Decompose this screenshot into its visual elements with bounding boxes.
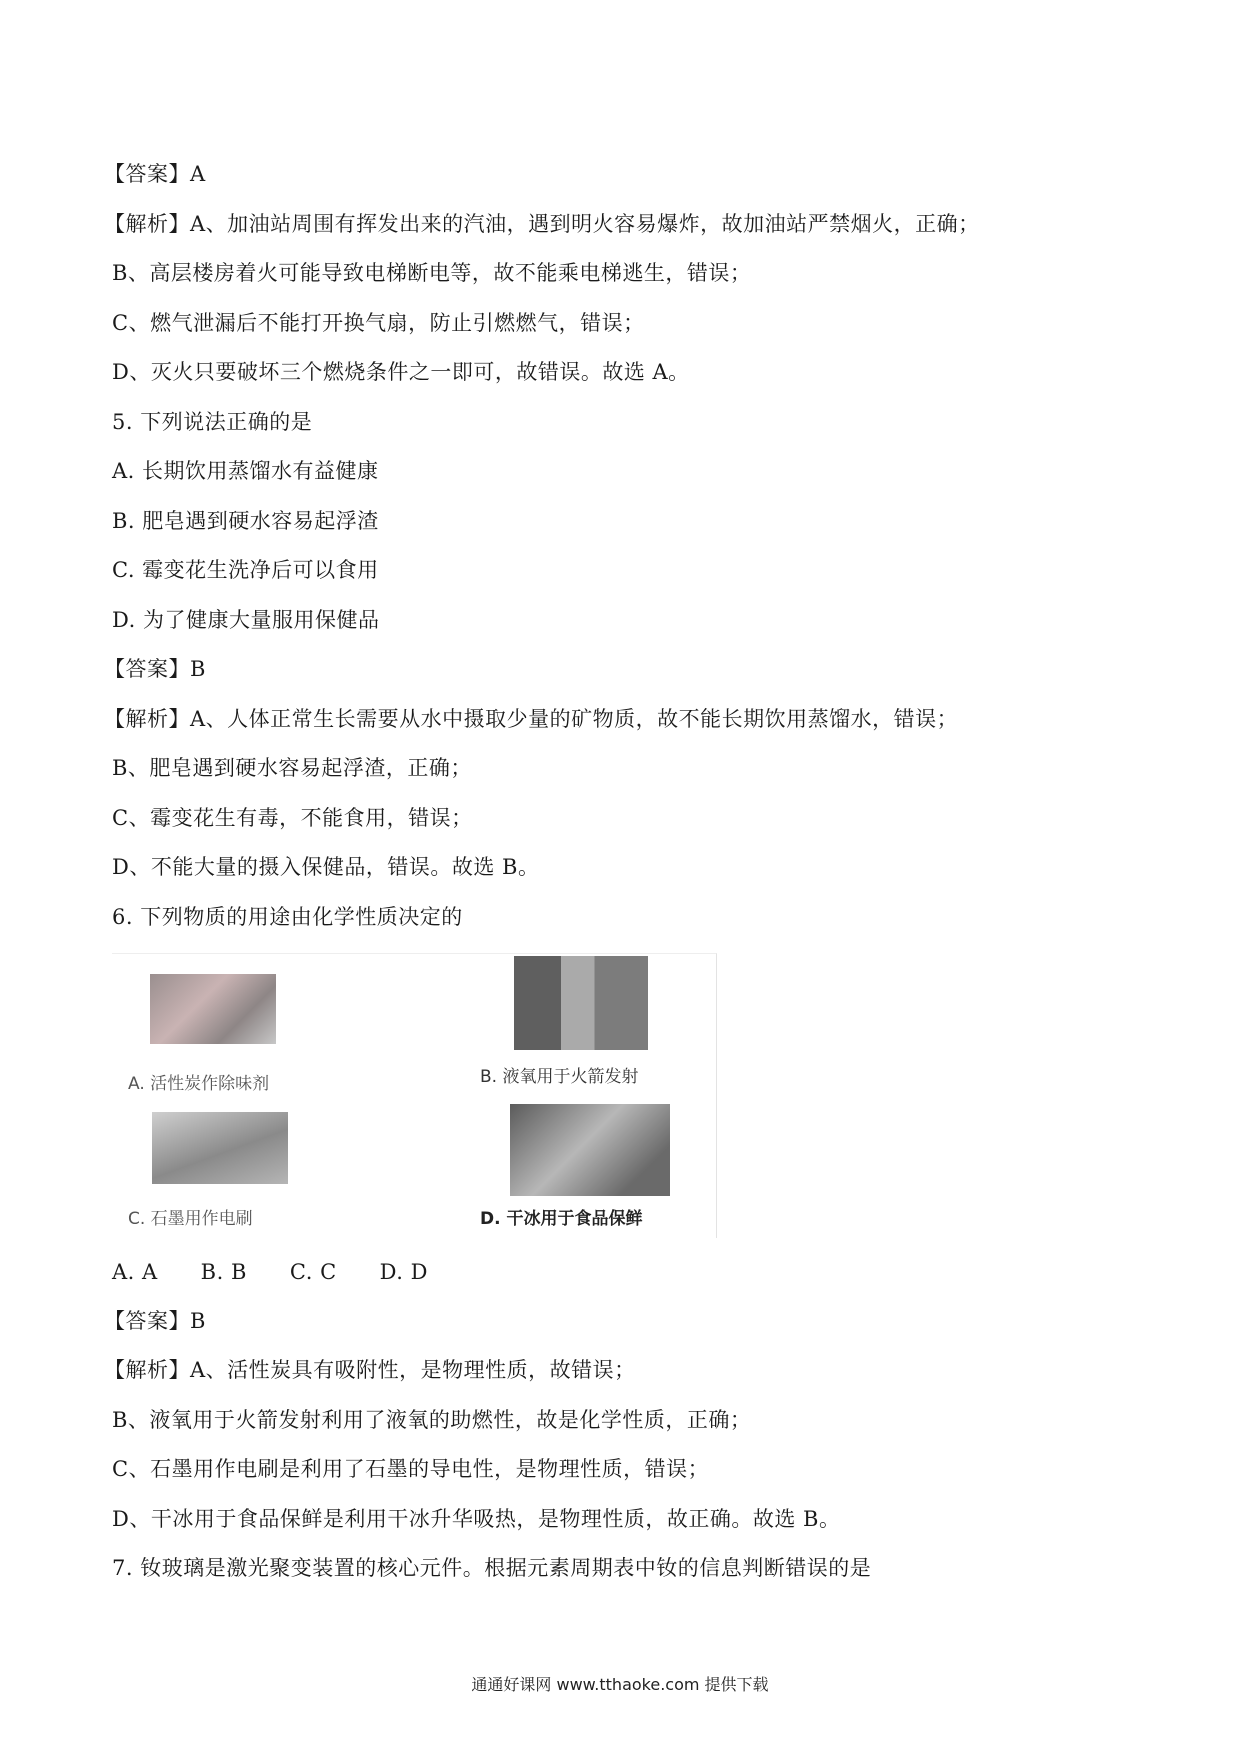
option-5-b: B. 肥皂遇到硬水容易起浮渣 bbox=[112, 509, 379, 533]
option-5-d: D. 为了健康大量服用保健品 bbox=[112, 608, 380, 632]
answer-5: 【答案】B bbox=[104, 657, 206, 681]
options-6: A. A B. B C. C D. D bbox=[112, 1260, 428, 1284]
analysis-6-c: C、石墨用作电刷是利用了石墨的导电性，是物理性质，错误； bbox=[112, 1457, 710, 1481]
analysis-6-d: D、干冰用于食品保鲜是利用干冰升华吸热，是物理性质，故正确。故选 B。 bbox=[112, 1507, 841, 1531]
graphite-brush-photo bbox=[152, 1112, 288, 1184]
analysis-6-a: 【解析】A、活性炭具有吸附性，是物理性质，故错误； bbox=[104, 1358, 636, 1382]
activated-carbon-photo bbox=[150, 974, 276, 1044]
analysis-4-b: B、高层楼房着火可能导致电梯断电等，故不能乘电梯逃生，错误； bbox=[112, 261, 752, 285]
analysis-4-c: C、燃气泄漏后不能打开换气扇，防止引燃燃气，错误； bbox=[112, 311, 645, 335]
question-6: 6. 下列物质的用途由化学性质决定的 bbox=[112, 905, 463, 929]
question-6-figure bbox=[112, 953, 717, 1238]
answer-6: 【答案】B bbox=[104, 1309, 206, 1333]
analysis-5-d: D、不能大量的摄入保健品，错误。故选 B。 bbox=[112, 855, 540, 879]
analysis-5-a: 【解析】A、人体正常生长需要从水中摄取少量的矿物质，故不能长期饮用蒸馏水，错误； bbox=[104, 707, 959, 731]
dry-ice-photo bbox=[510, 1104, 670, 1196]
analysis-4-d: D、灭火只要破坏三个燃烧条件之一即可，故错误。故选 A。 bbox=[112, 360, 690, 384]
page-footer: 通通好课网 www.tthaoke.com 提供下载 bbox=[471, 1675, 769, 1694]
analysis-4-a: 【解析】A、加油站周围有挥发出来的汽油，遇到明火容易爆炸，故加油站严禁烟火，正确； bbox=[104, 212, 980, 236]
question-5: 5. 下列说法正确的是 bbox=[112, 410, 313, 434]
analysis-6-b: B、液氧用于火箭发射利用了液氧的助燃性，故是化学性质，正确； bbox=[112, 1408, 752, 1432]
analysis-5-b: B、肥皂遇到硬水容易起浮渣，正确； bbox=[112, 756, 472, 780]
caption-b: B. 液氧用于火箭发射 bbox=[480, 1067, 639, 1087]
liquid-oxygen-photo bbox=[514, 956, 648, 1050]
answer-4: 【答案】A bbox=[104, 162, 206, 186]
caption-c: C. 石墨用作电刷 bbox=[128, 1209, 253, 1229]
question-7: 7. 钕玻璃是激光聚变装置的核心元件。根据元素周期表中钕的信息判断错误的是 bbox=[112, 1556, 872, 1580]
caption-a: A. 活性炭作除味剂 bbox=[128, 1074, 270, 1094]
option-5-c: C. 霉变花生洗净后可以食用 bbox=[112, 558, 379, 582]
caption-d: D. 干冰用于食品保鲜 bbox=[480, 1209, 643, 1229]
analysis-5-c: C、霉变花生有毒，不能食用，错误； bbox=[112, 806, 473, 830]
option-5-a: A. 长期饮用蒸馏水有益健康 bbox=[112, 459, 379, 483]
